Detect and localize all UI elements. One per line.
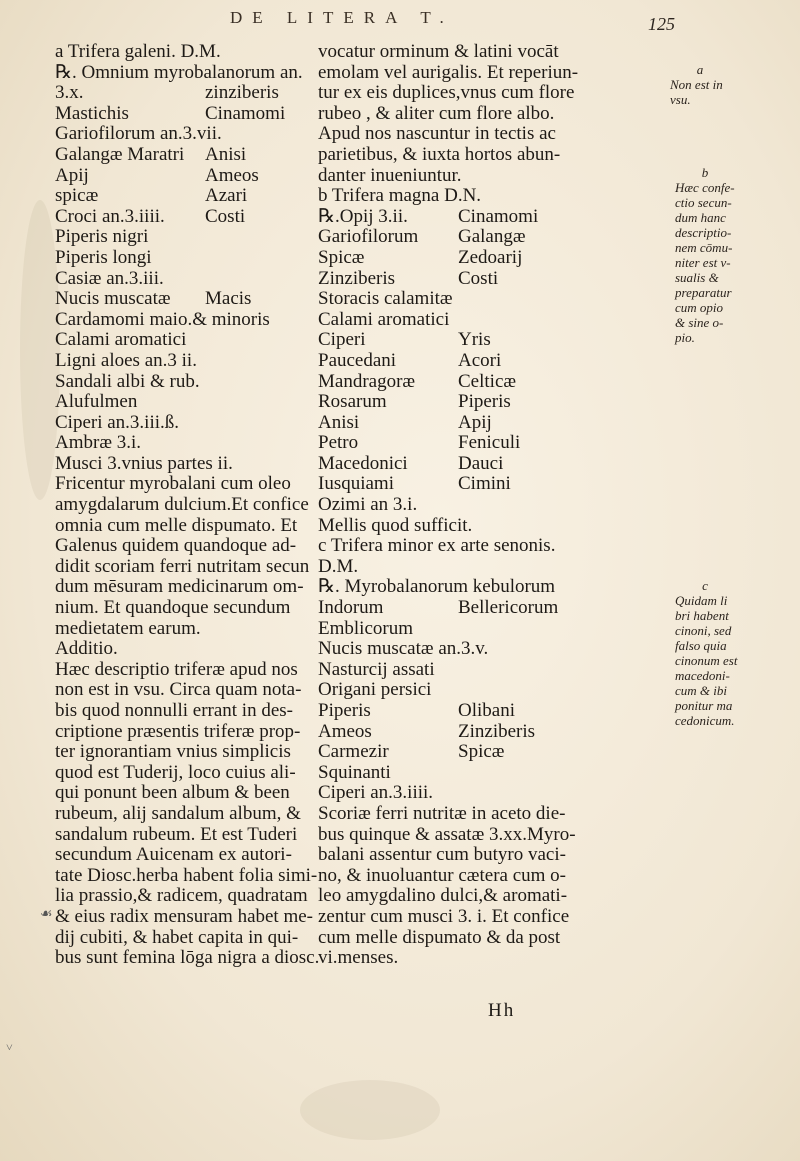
- text-line: bis quod nonnulli errant in des-: [55, 700, 293, 721]
- text-line: bus sunt femina lōga nigra a diosc.: [55, 947, 320, 969]
- margin-note-line: macedoni-: [675, 668, 730, 683]
- text-line: Piperis Olibani: [318, 700, 515, 721]
- text-line: rubeo , & aliter cum flore albo.: [318, 102, 555, 124]
- margin-note-line: Non est in: [670, 77, 723, 92]
- margin-note-line: falso quia: [675, 638, 727, 653]
- left-column: [55, 41, 320, 969]
- text-line: Ligni aloes an.3 ii.: [55, 349, 197, 371]
- text-line: Nucis muscatæ an.3.v.: [318, 638, 489, 660]
- margin-note-line: descriptio-: [675, 225, 732, 240]
- text-line: Ambræ 3.i.: [55, 432, 142, 454]
- text-line: Iusquiami Cimini: [318, 473, 511, 495]
- margin-note-c: [675, 578, 795, 728]
- margin-note-line: & sine o-: [675, 315, 724, 330]
- text-line: Gariofilorum Galangæ: [318, 226, 526, 248]
- text-line: Calami aromatici: [55, 329, 187, 351]
- corner-mark-icon: ˅: [6, 1040, 13, 1054]
- text-line: D.M.: [318, 555, 359, 577]
- text-line: Ciperi Yris: [318, 329, 491, 351]
- text-line: Nasturcij assati: [318, 658, 435, 680]
- text-line: Additio.: [55, 638, 118, 660]
- margin-note-a: [670, 62, 790, 107]
- text-line: Galangæ Maratri Anisi: [55, 143, 247, 165]
- margin-note-line: cinoni, sed: [675, 623, 732, 638]
- text-line: ℞. Myrobalanorum kebulorum: [318, 576, 556, 598]
- text-line: Storacis calamitæ: [318, 288, 453, 310]
- paper-stain: [300, 1080, 440, 1140]
- text-line: lia prassio,& radicem, quadratam: [55, 885, 308, 907]
- text-line: Calami aromatici: [318, 308, 450, 330]
- margin-note-key: b: [701, 165, 709, 180]
- text-line: dij cubiti, & habet capita in qui-: [55, 926, 299, 948]
- text-line: Indorum Bellericorum: [318, 597, 559, 619]
- text-line: Spicæ Zedoarij: [318, 246, 523, 268]
- manicule-icon: ☙: [40, 907, 53, 922]
- paper-stain: [20, 200, 60, 500]
- text-line: Apud nos nascuntur in tectis ac: [318, 123, 556, 145]
- margin-note-lines: [675, 180, 795, 345]
- text-line: parietibus, & iuxta hortos abun-: [318, 143, 561, 165]
- text-line: didit scoriam ferri nutritam secun: [55, 555, 310, 577]
- text-line: ℞. Omnium myrobalanorum an.: [55, 61, 303, 83]
- text-line: quod est Tuderij, loco cuius ali-: [55, 761, 296, 783]
- text-line: Piperis nigri: [55, 226, 149, 248]
- margin-note-line: vsu.: [670, 92, 691, 107]
- text-line: Mandragoræ Celticæ: [318, 370, 517, 392]
- margin-note-line: nem cōmu-: [675, 240, 733, 255]
- margin-note-key: c: [702, 578, 708, 593]
- margin-note-line: Hæc confe-: [675, 180, 735, 195]
- text-line: Scoriæ ferri nutritæ in aceto die-: [318, 802, 566, 824]
- margin-note-line: dum hanc: [675, 210, 726, 225]
- text-line: secundum Auicenam ex autori-: [55, 844, 292, 866]
- margin-note-line: ctio secun-: [675, 195, 732, 210]
- text-line: Piperis longi: [55, 246, 152, 268]
- text-line: Emblicorum: [318, 617, 413, 639]
- text-line: Galenus quidem quandoque ad-: [55, 535, 297, 557]
- text-line: vocatur orminum & latini vocāt: [318, 41, 559, 62]
- margin-note-line: cum & ibi: [675, 683, 727, 698]
- margin-note-line: pio.: [675, 330, 695, 345]
- text-line: tur ex eis duplices,vnus cum flore: [318, 82, 575, 104]
- text-line: leo amygdalino dulci,& aromati-: [318, 885, 568, 907]
- text-line: medietatem earum.: [55, 617, 201, 639]
- running-head: DE LITERA T.: [230, 8, 454, 27]
- text-line: Apij Ameos: [55, 164, 259, 186]
- text-line: Gariofilorum an.3.vii.: [55, 123, 222, 145]
- text-line: Nucis muscatæ Macis: [55, 288, 252, 310]
- text-line: criptione præsentis triferæ prop-: [55, 720, 301, 742]
- text-line: sandalum rubeum. Et est Tuderi: [55, 823, 298, 845]
- text-line: ter ignorantiam vnius simplicis: [55, 741, 291, 763]
- text-line: Ameos Zinziberis: [318, 720, 536, 742]
- text-line: Anisi Apij: [318, 411, 492, 433]
- text-line: omnia cum melle dispumato. Et: [55, 514, 298, 536]
- text-line: c Trifera minor ex arte senonis.: [318, 535, 556, 557]
- text-line: Rosarum Piperis: [318, 391, 511, 413]
- text-line: balani assentur cum butyro vaci-: [318, 844, 566, 866]
- right-column: [318, 42, 648, 969]
- text-line: Cardamomi maio.& minoris: [55, 308, 270, 330]
- text-line: Origani persici: [318, 679, 432, 701]
- margin-note-lines: [670, 77, 790, 107]
- text-line: Carmezir Spicæ: [318, 741, 505, 763]
- margin-note-line: bri habent: [675, 608, 729, 623]
- text-line: Petro Feniculi: [318, 432, 521, 454]
- text-line: Macedonici Dauci: [318, 452, 504, 474]
- text-line: & eius radix mensuram habet me-: [55, 905, 314, 927]
- text-line: cum melle dispumato & da post: [318, 926, 561, 948]
- margin-note-line: niter est v-: [675, 255, 731, 270]
- text-line: 3.x. zinziberis: [55, 82, 279, 104]
- text-line: Paucedani Acori: [318, 349, 502, 371]
- text-line: vi.menses.: [318, 947, 399, 969]
- text-line: Casiæ an.3.iii.: [55, 267, 164, 289]
- text-line: zentur cum musci 3. i. Et confice: [318, 905, 570, 927]
- margin-note-line: ponitur ma: [675, 698, 733, 713]
- text-line: amygdalarum dulcium.Et confice: [55, 494, 309, 516]
- text-line: Hæc descriptio triferæ apud nos: [55, 658, 298, 680]
- text-line: Alufulmen: [55, 391, 138, 413]
- page-number: 125: [648, 14, 675, 34]
- text-line: ℞.Opij 3.ii. Cinamomi: [318, 205, 539, 227]
- margin-note-line: Quidam li: [675, 593, 728, 608]
- text-line: nium. Et quandoque secundum: [55, 597, 291, 619]
- text-line: danter inueniuntur.: [318, 164, 462, 186]
- text-line: Fricentur myrobalani cum oleo: [55, 473, 291, 495]
- margin-note-b: [675, 165, 795, 345]
- text-line: spicæ Azari: [55, 185, 248, 207]
- margin-note-line: cedonicum.: [675, 713, 735, 728]
- text-line: Zinziberis Costi: [318, 267, 499, 289]
- text-line: Musci 3.vnius partes ii.: [55, 452, 233, 474]
- signature-mark: Hh: [488, 1000, 516, 1021]
- text-line: Ciperi an.3.iiii.: [318, 782, 434, 804]
- margin-note-key: a: [696, 62, 704, 77]
- text-line: rubeum, alij sandalum album, &: [55, 802, 301, 824]
- text-line: Mellis quod sufficit.: [318, 514, 473, 536]
- margin-note-line: cum opio: [675, 300, 724, 315]
- text-line: emolam vel aurigalis. Et reperiun-: [318, 61, 579, 83]
- margin-note-lines: [675, 593, 795, 728]
- text-line: Croci an.3.iiii. Costi: [55, 205, 246, 227]
- text-line: bus quinque & assatæ 3.xx.Myro-: [318, 823, 576, 845]
- margin-note-line: sualis &: [675, 270, 719, 285]
- text-line: no, & inuoluantur cætera cum o-: [318, 864, 566, 886]
- text-line: Sandali albi & rub.: [55, 370, 200, 392]
- text-line: Squinanti: [318, 761, 391, 783]
- text-line: Mastichis Cinamomi: [55, 102, 286, 124]
- text-line: b Trifera magna D.N.: [318, 185, 482, 207]
- margin-note-line: preparatur: [675, 285, 732, 300]
- text-line: non est in vsu. Circa quam nota-: [55, 679, 302, 701]
- text-line: dum mēsuram medicinarum om-: [55, 576, 304, 598]
- margin-note-line: cinonum est: [675, 653, 738, 668]
- text-line: tate Diosc.herba habent folia simi-: [55, 864, 318, 886]
- text-line: a Trifera galeni. D.M.: [55, 41, 221, 62]
- text-line: qui ponunt been album & been: [55, 782, 290, 804]
- text-line: Ciperi an.3.iii.ß.: [55, 411, 180, 433]
- text-line: Ozimi an 3.i.: [318, 494, 418, 516]
